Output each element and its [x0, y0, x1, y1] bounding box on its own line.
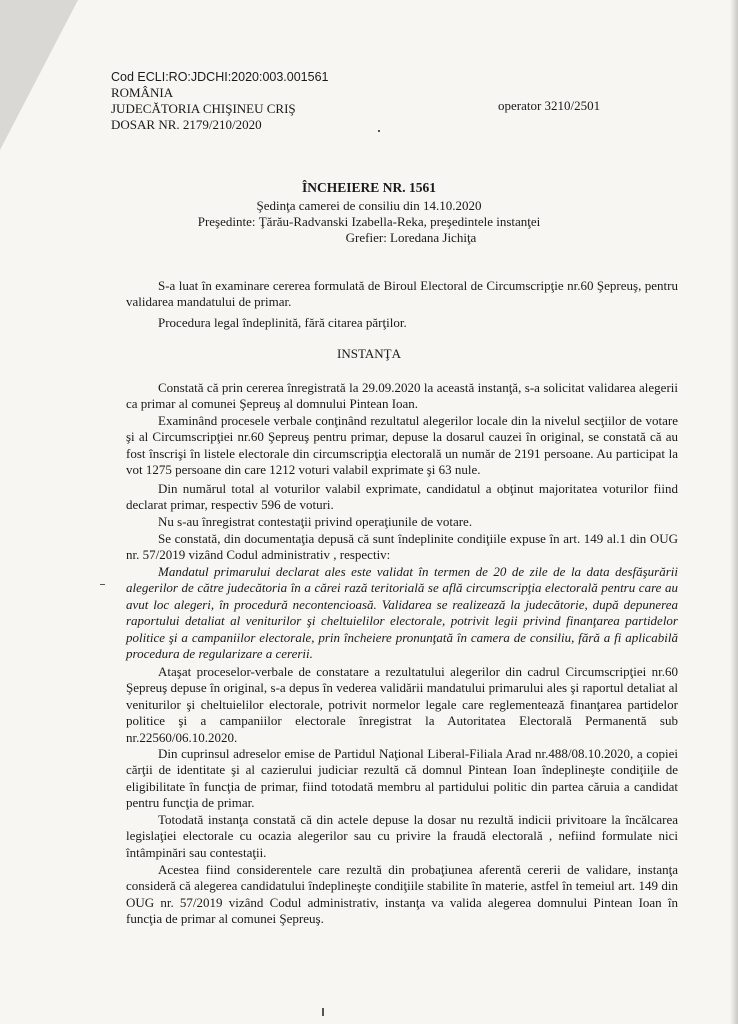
procedure-line: Procedura legal îndeplinită, fără citarea părţilor. — [158, 315, 407, 330]
body-paragraph: Ataşat proceselor-verbale de constatare a rezultatului alegerilor din cadrul Circumscripţiei nr.60 Şepreuş depuse în original, s-a depus în vederea validării mandatului primarului ales şi raportul detaliat al veniturilor şi cheltuielilor electorale, potrivit normelor legale care reglementează finanţarea partidelor politice şi a campaniilor electorale înregistrat la Autoritatea Electorală Permanentă sub nr.22560/06.10.2020. — [126, 664, 678, 745]
dossier-number: DOSAR NR. 2179/210/2020 — [111, 117, 262, 132]
body-paragraph: Acestea fiind considerentele care rezultă din probaţiunea aferentă cererii de validare, instanţa consideră că alegerea candidatului îndeplineşte condiţiile stabilite în materie, astfel în temeiul art. 149 din OUG nr. 57/2019 vizând Codul administrativ, instanţa va valida alegerea domnului Pintean Ioan în funcţia de primar al comunei Şepreuş. — [126, 862, 678, 927]
ecli-code: Cod ECLI:RO:JDCHI:2020:003.001561 — [111, 70, 329, 84]
body-paragraph: Constată că prin cererea înregistrată la 29.09.2020 la această instanţă, s-a solicitat validarea alegerii ca primar al comunei Şepreuş al domnului Pintean Ioan. — [126, 380, 678, 412]
body-paragraph: Totodată instanţa constată că din actele depuse la dosar nu rezultă indicii privitoare la încălcarea legislaţiei electorale cu ocazia alegerilor sau cu privire la fraudă electorală , nefiind formulate nici întâmpinări sau contestaţii. — [126, 812, 678, 860]
court-name: JUDECĂTORIA CHIŞINEU CRIŞ — [111, 101, 296, 116]
body-paragraph: Din numărul total al voturilor valabil exprimate, candidatul a obţinut majoritatea voturilor fiind declarat primar, respectiv 596 de voturi. — [126, 481, 678, 513]
clerk-line: Grefier: Loredana Jichiţa — [345, 230, 477, 245]
scan-speck — [100, 584, 105, 585]
president-line: Preşedinte: Ţărău-Radvanski Izabella-Reka, preşedintele instanţei — [197, 214, 541, 229]
scan-speck — [322, 1008, 324, 1016]
intro-paragraph: S-a luat în examinare cererea formulată de Biroul Electoral de Circumscripţie nr.60 Şepreuş, pentru validarea mandatului de primar. — [126, 278, 678, 310]
scan-edge-shadow — [730, 0, 738, 1024]
body-paragraph: Nu s-au înregistrat contestaţii privind operaţiunile de votare. — [158, 514, 473, 529]
body-paragraph: Examinând procesele verbale conţinând rezultatul alegerilor locale din la nivelul secţiilor de votare şi al Circumscripţiei nr.60 Şepreuş pentru primar, depuse la dosarul cauzei în original, se constată că au fost înscrişi în listele electorale din circumscripţia electorală un număr de 2191 persoane. Au participat la vot 1275 persoane din care 1212 voturi valabil exprimate şi 63 nule. — [126, 413, 678, 478]
scan-speck — [378, 130, 380, 132]
folded-corner-shadow — [0, 0, 78, 150]
document-title: ÎNCHEIERE NR. 1561 — [302, 180, 436, 195]
body-paragraph: Din cuprinsul adreselor emise de Partidul Naţional Liberal-Filiala Arad nr.488/08.10.2020, a copiei cărţii de identitate şi al cazierului judiciar rezultă că domnul Pintean Ioan îndeplineşte condiţiile de eligibilitate în funcţia de primar, fiind totodată membru al partidului politic din partea căruia a candidat pentru funcţia de primar. — [126, 746, 678, 811]
country-name: ROMÂNIA — [111, 85, 174, 100]
session-line: Şedinţa camerei de consiliu din 14.10.2020 — [256, 198, 482, 213]
section-heading: INSTANŢA — [337, 346, 401, 361]
body-paragraph: Se constată, din documentaţia depusă că sunt îndeplinite condiţiile expuse în art. 149 al.1 din OUG nr. 57/2019 vizând Codul administrativ , respectiv: — [126, 531, 678, 563]
law-quote: Mandatul primarului declarat ales este validat în termen de 20 de zile de la data desfăşurării alegerilor de către judecătoria în a cărei rază teritorială se află circumscripţia electorală pentru care au avut loc alegeri, în procedură necontencioasă. Validarea se realizează la judecătorie, după depunerea raportului detaliat al veniturilor şi cheltuielilor electorale, potrivit legii privind finanţarea partidelor politice şi a campaniilor electorale, prin încheiere pronunţată în camera de consiliu, fără a fi aplicabilă procedura de regularizare a cererii. — [126, 564, 678, 662]
operator-number: operator 3210/2501 — [498, 98, 601, 113]
